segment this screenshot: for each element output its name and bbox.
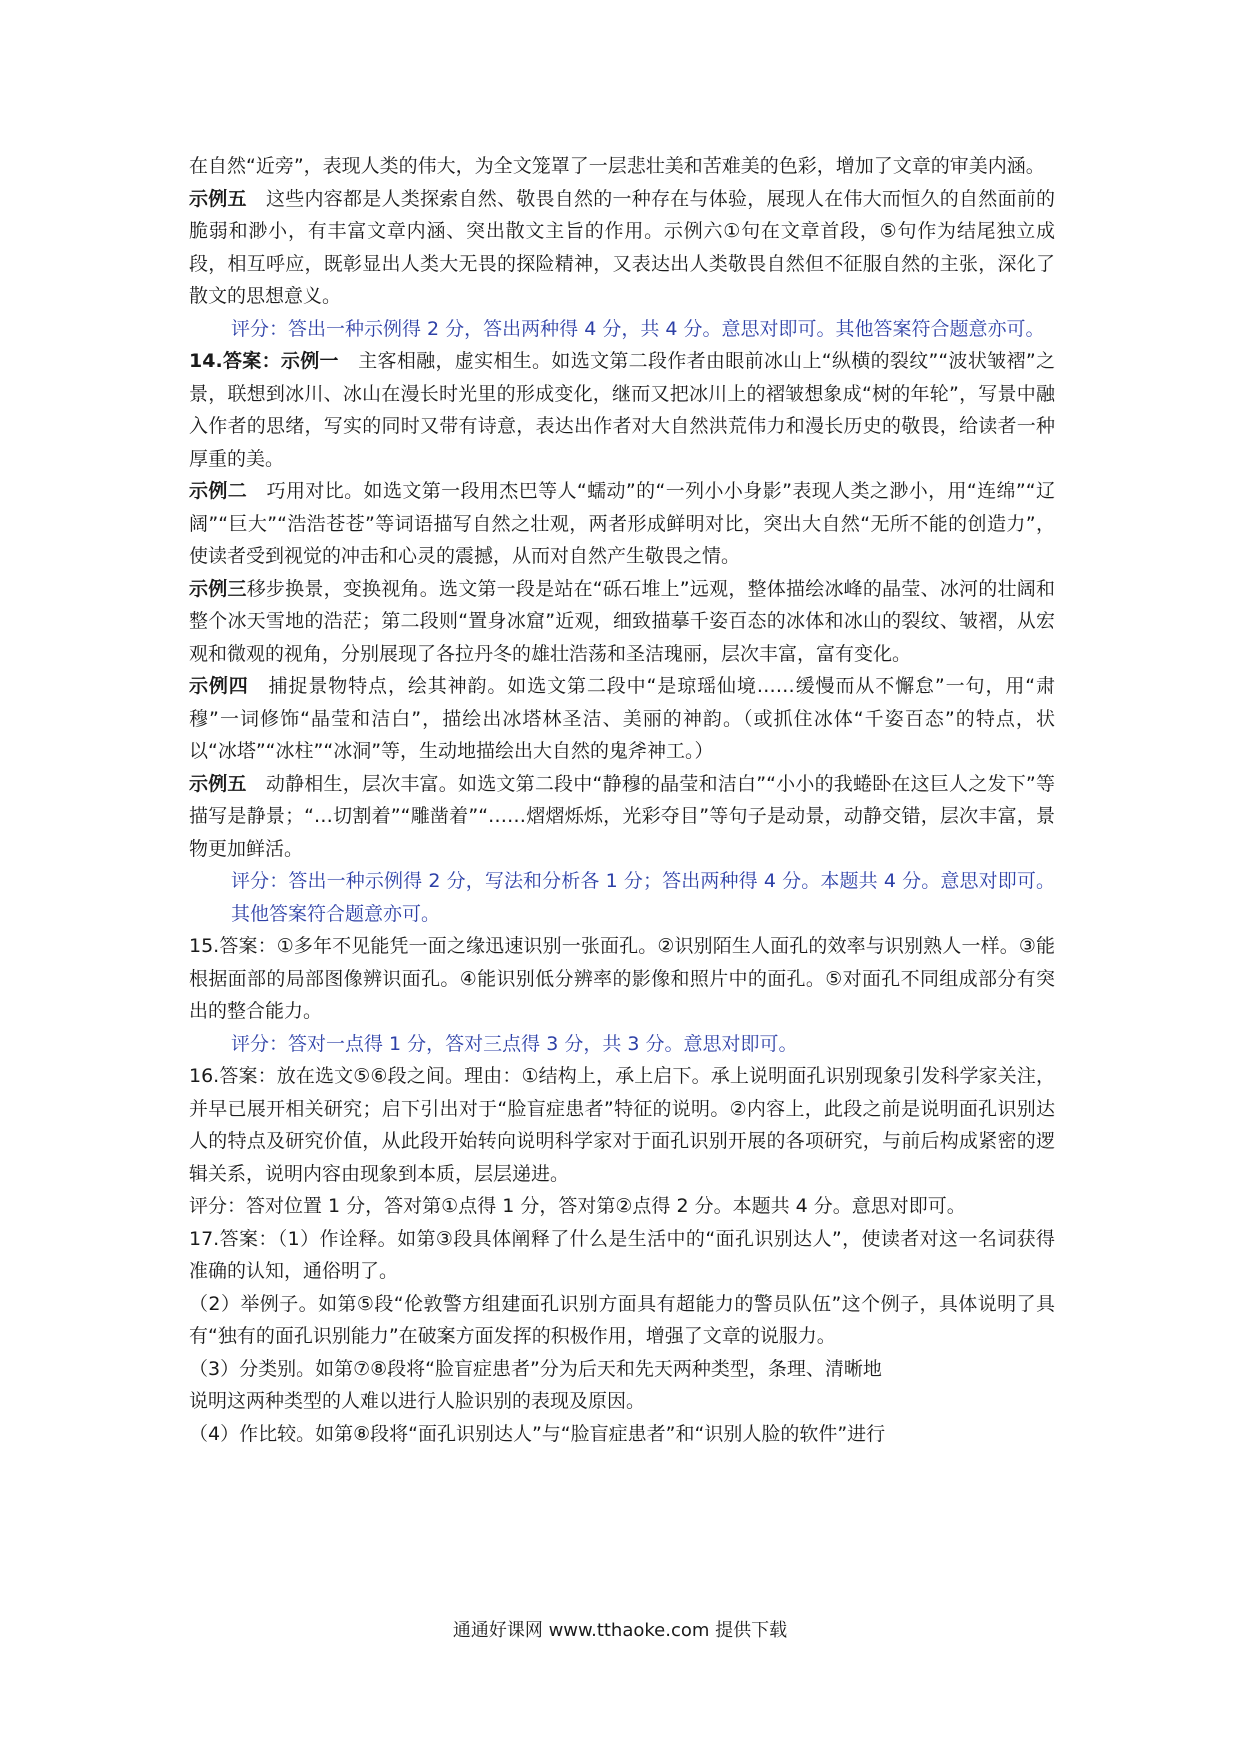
answer-17-item-3: （3）分类别。如第⑦⑧段将“脸盲症患者”分为后天和先天两种类型，条理、清晰地 [189, 1357, 882, 1380]
answer-15: 15.答案：①多年不见能凭一面之缘迅速识别一张面孔。②识别陌生人面孔的效率与识别熟人一样。③能根据面部的局部图像辨识面孔。④能识别低分辨率的影像和照片中的面孔。⑤对面孔不同组成部分有突出的整合能力。 [189, 935, 1055, 1022]
example-three-paragraph: 示例三移步换景，变换视角。选文第一段是站在“砾石堆上”远观，整体描绘冰峰的晶莹、冰河的壮阔和整个冰天雪地的浩茫；第二段则“置身冰窟”近观，细致描摹千姿百态的冰体和冰山的裂纹、皱褶，从宏观和微观的视角，分别展现了各拉丹冬的雄壮浩荡和圣洁瑰丽，层次丰富，富有变化。 [189, 577, 1055, 665]
answer-17-item-2: （2）举例子。如第⑤段“伦敦警方组建面孔识别方面具有超能力的警员队伍”这个例子，具体说明了具有“独有的面孔识别能力”在破案方面发挥的积极作用，增强了文章的说服力。 [189, 1292, 1055, 1347]
example-five-b-paragraph: 示例五 动静相生，层次丰富。如选文第二段中“静穆的晶莹和洁白”“小小的我蜷卧在这巨人之发下”等描写是静景；“…切割着”“雕凿着”“……熠熠烁烁，光彩夺目”等句子是动景，动静交错，层次丰富，景物更加鲜活。 [189, 772, 1055, 860]
answer-14: 14.答案：示例一 主客相融，虚实相生。如选文第二段作者由眼前冰山上“纵横的裂纹”“波状皱褶”之景，联想到冰川、冰山在漫长时光里的形成变化，继而又把冰川上的褶皱想象成“树的年轮”，写景中融入作者的思绪，写实的同时又带有诗意，表达出作者对大自然洪荒伟力和漫长历史的敬畏，给读者一种厚重的美。 [189, 350, 1055, 470]
example-label: 示例三 [189, 577, 247, 600]
document-body [189, 150, 1055, 1450]
example-label: 示例二 [189, 480, 248, 502]
example-label: 示例五 [189, 187, 247, 210]
example-five-paragraph: 示例五 这些内容都是人类探索自然、敬畏自然的一种存在与体验，展现人在伟大而恒久的自然面前的脆弱和渺小，有丰富文章内涵、突出散文主旨的作用。示例六①句在文章首段，⑤句作为结尾独立成段，相互呼应，既彰显出人类大无畏的探险精神，又表达出人类敬畏自然但不征服自然的主张，深化了散文的思想意义。 [189, 187, 1055, 307]
answer-17: 17.答案：（1）作诠释。如第③段具体阐释了什么是生活中的“面孔识别达人”，使读者对这一名词获得准确的认知，通俗明了。 [189, 1227, 1055, 1282]
example-two-paragraph: 示例二 巧用对比。如选文第一段用杰巴等人“蠕动”的“一列小小身影”表现人类之渺小，用“连绵”“辽阔”“巨大”“浩浩苍苍”等词语描写自然之壮观，两者形成鲜明对比，突出大自然“无所不能的创造力”，使读者受到视觉的冲击和心灵的震撼，从而对自然产生敬畏之情。 [189, 480, 1055, 567]
page-footer: 通通好课网 www.tthaoke.com 提供下载 [452, 1620, 788, 1641]
paragraph: 在自然“近旁”，表现人类的伟大，为全文笼罩了一层悲壮美和苦难美的色彩，增加了文章的审美内涵。 [189, 155, 1045, 177]
scoring-note: 评分：答对位置 1 分，答对第①点得 1 分，答对第②点得 2 分。本题共 4 分。意思对即可。 [189, 1195, 966, 1217]
scoring-note: 评分：答出一种示例得 2 分，写法和分析各 1 分；答出两种得 4 分。本题共 4 分。意思对即可。其他答案符合题意亦可。 [231, 870, 1055, 925]
example-four-paragraph: 示例四 捕捉景物特点，绘其神韵。如选文第二段中“是琼瑶仙境……缓慢而从不懈怠”一句，用“肃穆”一词修饰“晶莹和洁白”，描绘出冰塔林圣洁、美丽的神韵。（或抓住冰体“千姿百态”的特点，状以“冰塔”“冰柱”“冰洞”等，生动地描绘出大自然的鬼斧神工。） [189, 675, 1055, 762]
answer-16: 16.答案：放在选文⑤⑥段之间。理由：①结构上，承上启下。承上说明面孔识别现象引发科学家关注，并早已展开相关研究；启下引出对于“脸盲症患者”特征的说明。②内容上，此段之前是说明面孔识别达人的特点及研究价值，从此段开始转向说明科学家对于面孔识别开展的各项研究，与前后构成紧密的逻辑关系，说明内容由现象到本质，层层递进。 [189, 1065, 1055, 1185]
answer-17-item-3-cont: 说明这两种类型的人难以进行人脸识别的表现及原因。 [189, 1390, 646, 1412]
scoring-note: 评分：答出一种示例得 2 分，答出两种得 4 分，共 4 分。意思对即可。其他答案符合题意亦可。 [231, 317, 1045, 340]
example-label: 示例五 [189, 772, 247, 795]
scoring-note: 评分：答对一点得 1 分，答对三点得 3 分，共 3 分。意思对即可。 [231, 1032, 798, 1055]
example-label: 示例四 [189, 675, 249, 697]
answer-label: 14.答案：示例一 [189, 350, 339, 372]
answer-17-item-4: （4）作比较。如第⑧段将“面孔识别达人”与“脸盲症患者”和“识别人脸的软件”进行 [189, 1422, 886, 1445]
